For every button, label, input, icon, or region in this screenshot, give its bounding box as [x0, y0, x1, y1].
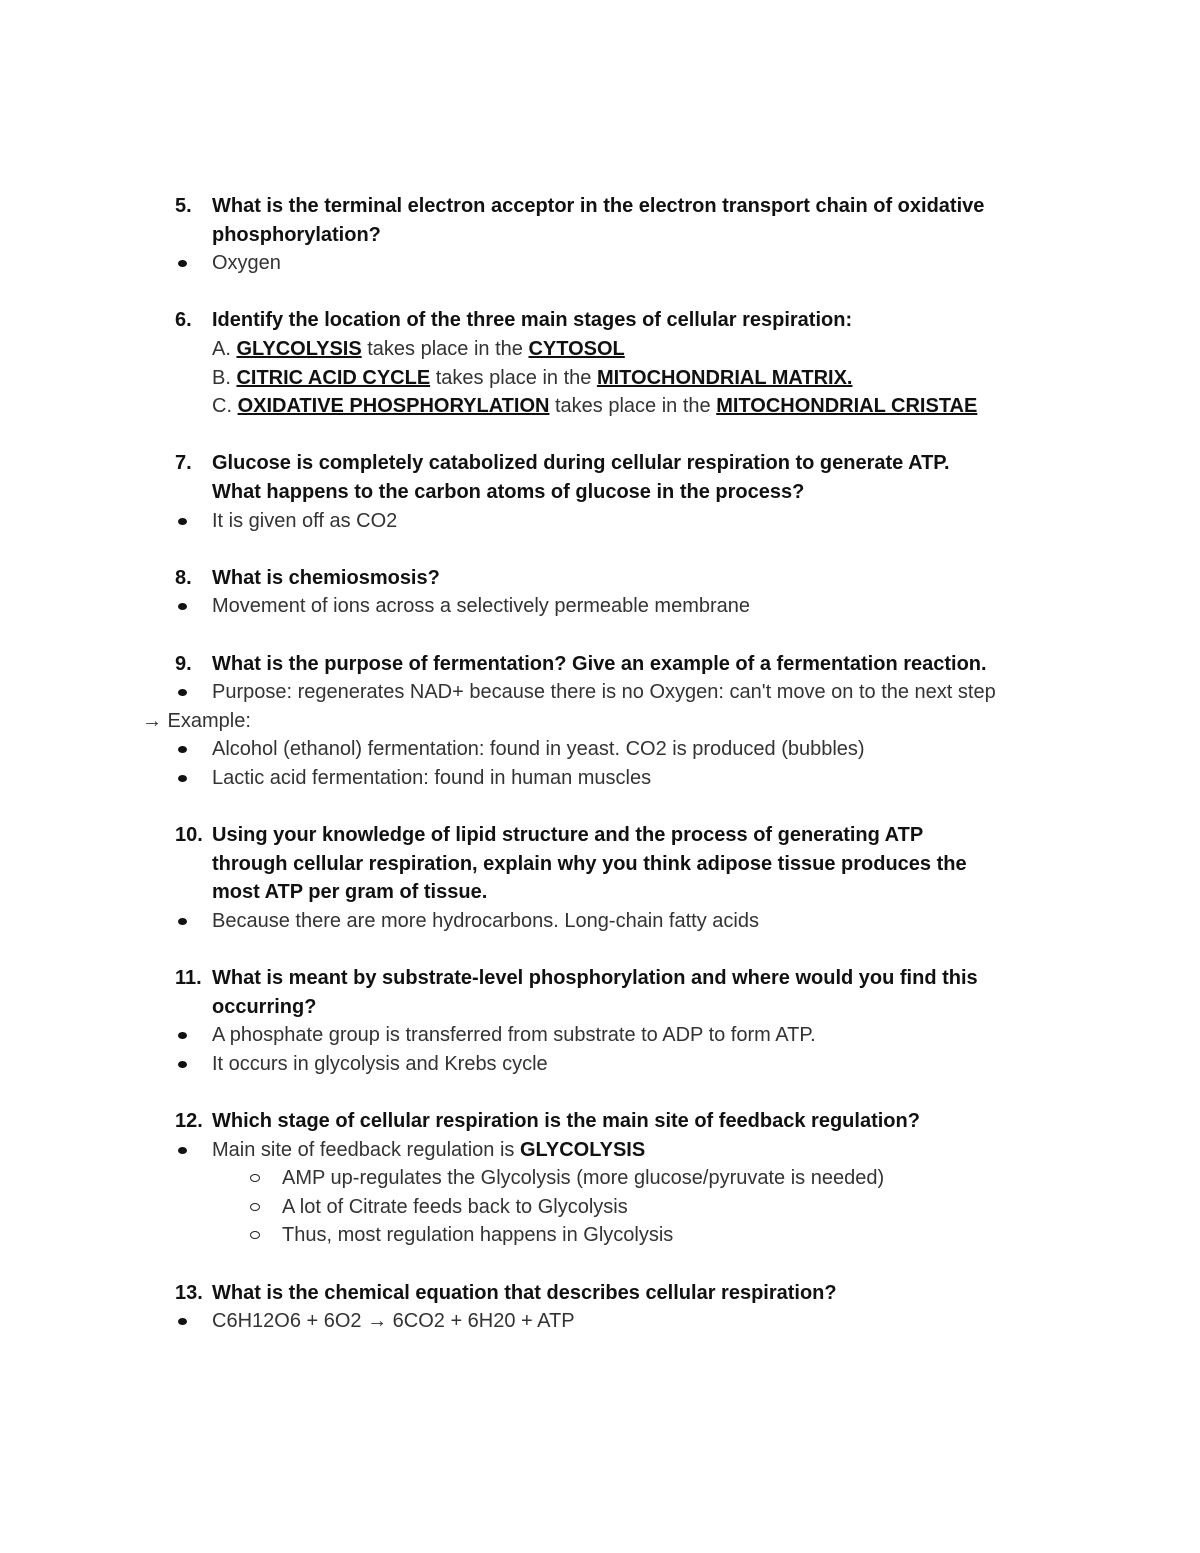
- question-number: 11.: [175, 967, 202, 990]
- answer-item: [0, 249, 1200, 278]
- question-number: 12.: [175, 1110, 203, 1132]
- sub-answer-item: [0, 1164, 1200, 1193]
- question-number: 5.: [175, 195, 192, 217]
- question-text: What is chemiosmosis?: [212, 566, 440, 589]
- stage-location: CYTOSOL: [528, 337, 625, 360]
- bold-term: GLYCOLYSIS: [519, 1138, 646, 1161]
- question-text: Which stage of cellular respiration is the main site of feedback regulation?: [212, 1110, 920, 1132]
- question-11-cont: [0, 993, 1200, 1022]
- answer-text: C6H12O6 + 6O2 → 6CO2 + 6H20 + ATP: [212, 1310, 575, 1333]
- question-text: most ATP per gram of tissue.: [212, 881, 488, 904]
- question-13: [0, 1279, 1200, 1308]
- question-number: 8.: [175, 566, 192, 589]
- question-number: 9.: [175, 652, 192, 675]
- question-text: Using your knowledge of lipid structure and the process of generating ATP: [212, 824, 924, 847]
- question-number: 10.: [175, 824, 203, 847]
- sub-answer-item: [0, 1193, 1200, 1222]
- answer-text: Purpose: regenerates NAD+ because there is no Oxygen: can't move on to the next step: [212, 681, 996, 704]
- stage-name: CITRIC ACID CYCLE: [236, 366, 431, 389]
- question-text: What is meant by substrate-level phosphorylation and where would you find this: [212, 967, 978, 990]
- question-7-cont: [0, 478, 1200, 507]
- answer-text: Lactic acid fermentation: found in human muscles: [212, 766, 652, 789]
- question-number: 13.: [175, 1281, 203, 1304]
- answer-text: It occurs in glycolysis and Krebs cycle: [212, 1052, 548, 1075]
- sub-answer-item: [0, 1221, 1200, 1250]
- hollow-bullet-icon: [250, 1203, 260, 1211]
- answer-text: Main site of feedback regulation is GLYCOLYSIS: [212, 1138, 646, 1161]
- stage-line-b: B. CITRIC ACID CYCLE takes place in the MITOCHONDRIAL MATRIX.: [212, 366, 853, 389]
- answer-item: [0, 507, 1200, 536]
- answer-item: [0, 335, 1200, 364]
- answer-text: It is given off as CO2: [212, 509, 398, 532]
- question-text: What is the chemical equation that describes cellular respiration?: [212, 1281, 837, 1304]
- question-text: Identify the location of the three main stages of cellular respiration:: [212, 309, 853, 332]
- sub-answer-text: AMP up-regulates the Glycolysis (more glucose/pyruvate is needed): [282, 1167, 885, 1190]
- bullet-icon: [178, 603, 187, 610]
- question-number: 7.: [175, 452, 192, 475]
- answer-item: [0, 364, 1200, 393]
- answer-text: A phosphate group is transferred from substrate to ADP to form ATP.: [212, 1024, 816, 1047]
- document-page: [0, 192, 1200, 1336]
- answer-item: [0, 592, 1200, 621]
- question-6: [0, 306, 1200, 335]
- bullet-icon: [178, 518, 187, 525]
- answer-text: Oxygen: [212, 252, 281, 275]
- stage-name: GLYCOLYSIS: [236, 337, 362, 360]
- question-text: What is the purpose of fermentation? Give an example of a fermentation reaction.: [212, 652, 987, 675]
- bullet-icon: [178, 1061, 187, 1068]
- question-10: [0, 821, 1200, 850]
- question-text: What happens to the carbon atoms of glucose in the process?: [212, 480, 805, 503]
- answer-item: [0, 1307, 1200, 1336]
- question-10-cont: [0, 878, 1200, 907]
- bullet-icon: [178, 1032, 187, 1039]
- arrow-example-text: → Example:: [142, 709, 251, 732]
- answer-text: Movement of ions across a selectively permeable membrane: [212, 595, 751, 618]
- answer-item: [0, 735, 1200, 764]
- question-11: [0, 964, 1200, 993]
- question-text: through cellular respiration, explain why you think adipose tissue produces the: [212, 852, 967, 875]
- question-5-cont: [0, 221, 1200, 250]
- hollow-bullet-icon: [250, 1231, 260, 1239]
- stage-name: OXIDATIVE PHOSPHORYLATION: [237, 395, 550, 418]
- hollow-bullet-icon: [250, 1174, 260, 1182]
- answer-text: Because there are more hydrocarbons. Long-chain fatty acids: [212, 909, 759, 932]
- question-number: 6.: [175, 309, 192, 332]
- answer-item: [0, 1050, 1200, 1079]
- answer-continuation: [0, 707, 1200, 736]
- question-7: [0, 449, 1200, 478]
- answer-item: [0, 1136, 1200, 1165]
- answer-item: [0, 678, 1200, 707]
- sub-answer-text: Thus, most regulation happens in Glycolysis: [282, 1224, 674, 1247]
- answer-item: [0, 1021, 1200, 1050]
- stage-line-a: A. GLYCOLYSIS takes place in the CYTOSOL: [212, 337, 625, 360]
- sub-answer-text: A lot of Citrate feeds back to Glycolysis: [282, 1195, 628, 1218]
- stage-location: MITOCHONDRIAL MATRIX.: [596, 366, 853, 389]
- question-12: [0, 1107, 1200, 1136]
- bullet-icon: [178, 1318, 187, 1325]
- answer-item: [0, 907, 1200, 936]
- bullet-icon: [178, 1147, 187, 1154]
- question-text: What is the terminal electron acceptor in the electron transport chain of oxidative: [212, 195, 985, 217]
- question-text: occurring?: [212, 995, 317, 1018]
- question-5: [0, 192, 1200, 221]
- bullet-icon: [178, 775, 187, 782]
- bullet-icon: [178, 689, 187, 696]
- bullet-icon: [178, 918, 187, 925]
- bullet-icon: [178, 746, 187, 753]
- question-text: Glucose is completely catabolized during cellular respiration to generate ATP.: [212, 452, 950, 475]
- bullet-icon: [178, 260, 187, 267]
- answer-text: Alcohol (ethanol) fermentation: found in yeast. CO2 is produced (bubbles): [212, 738, 865, 761]
- question-9: [0, 650, 1200, 679]
- question-text: phosphorylation?: [212, 223, 381, 246]
- answer-item: [0, 764, 1200, 793]
- question-10-cont: [0, 850, 1200, 879]
- stage-line-c: C. OXIDATIVE PHOSPHORYLATION takes place in the MITOCHONDRIAL CRISTAE: [212, 395, 978, 418]
- question-8: [0, 564, 1200, 593]
- answer-item: [0, 392, 1200, 421]
- stage-location: MITOCHONDRIAL CRISTAE: [716, 395, 978, 418]
